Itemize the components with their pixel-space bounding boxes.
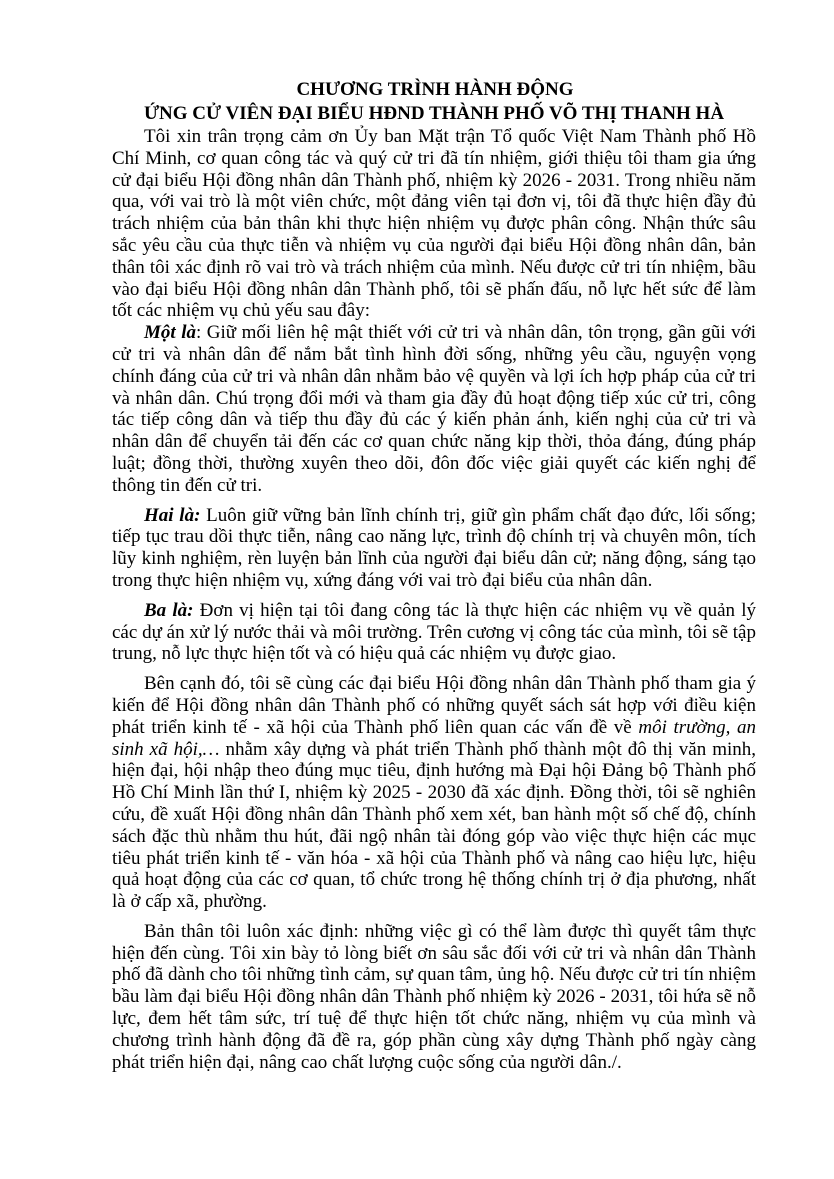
closing-paragraph: Bản thân tôi luôn xác định: những việc gì có thể làm được thì quyết tâm thực hiện đến cùng. Tôi xin bày tỏ lòng biết ơn sâu sắc đối với cử tri và nhân dân Thành phố đã dành cho tôi những tình cảm, sự quan tâm, ủng hộ. Nếu được cử tri tín nhiệm bầu làm đại biểu Hội đồng nhân dân Thành phố nhiệm kỳ 2026 - 2031, tôi hứa sẽ nỗ lực, đem hết tâm sức, trí tuệ để thực hiện tốt chức năng, nhiệm vụ của mình và chương trình hành động đã đề ra, góp phần cùng xây dựng Thành phố ngày càng phát triển hiện đại, nâng cao chất lượng cuộc sống của người dân./. — [112, 920, 756, 1073]
policy-text-start: Bên cạnh đó, tôi sẽ cùng các đại biểu Hội đồng nhân dân Thành phố tham gia ý kiến để Hội đồng nhân dân Thành phố có những quyết sách sát hợp với điều kiện phát triển kinh tế - xã hội của Thành phố liên quan các vấn đề về — [112, 673, 756, 738]
item-one-text: : Giữ mối liên hệ mật thiết với cử tri và nhân dân, tôn trọng, gần gũi với cử tri và nhân dân để nắm bắt tình hình đời sống, những yêu cầu, nguyện vọng chính đáng của cử tri và nhân dân nhằm bảo vệ quyền và lợi ích hợp pháp của cử tri và nhân dân. Chú trọng đổi mới và tham gia đầy đủ hoạt động tiếp xúc cử tri, công tác tiếp công dân và tiếp thu đầy đủ các ý kiến phản ánh, kiến nghị của cử tri và nhân dân để chuyển tải đến các cơ quan chức năng kịp thời, thỏa đáng, đúng pháp luật; đồng thời, thường xuyên theo dõi, đôn đốc việc giải quyết các kiến nghị để thông tin đến cử tri. — [112, 322, 756, 496]
item-three-text: Đơn vị hiện tại tôi đang công tác là thực hiện các nhiệm vụ về quản lý các dự án xử lý nước thải và môi trường. Trên cương vị công tác của mình, tôi sẽ tập trung, nỗ lực thực hiện tốt và có hiệu quả các nhiệm vụ được giao. — [112, 599, 757, 665]
document-title-line-1: CHƯƠNG TRÌNH HÀNH ĐỘNG — [296, 79, 574, 100]
item-two-lead: Hai là: — [144, 504, 201, 526]
policy-paragraph — [112, 673, 756, 913]
policy-text-end: nhằm xây dựng và phát triển Thành phố thành một đô thị văn minh, hiện đại, hội nhập theo đúng mục tiêu, định hướng mà Đại hội Đảng bộ Thành phố Hồ Chí Minh lần thứ I, nhiệm kỳ 2025 - 2030 đã xác định. Đồng thời, tôi sẽ nghiên cứu, đề xuất Hội đồng nhân dân Thành phố xem xét, ban hành một số chế độ, chính sách đặc thù nhằm thu hút, đãi ngộ nhân tài đóng góp vào việc thực hiện các mục tiêu phát triển kinh tế - văn hóa - xã hội của Thành phố và nâng cao hiệu lực, hiệu quả hoạt động của các cơ quan, tổ chức trong hệ thống chính trị ở địa phương, nhất là ở cấp xã, phường. — [112, 738, 757, 913]
item-one-paragraph — [112, 322, 756, 496]
item-one-lead: Một là — [144, 322, 196, 344]
document-title-line-2: ỨNG CỬ VIÊN ĐẠI BIỂU HĐND THÀNH PHỐ VÕ THỊ THANH HÀ — [143, 103, 725, 124]
item-three-lead: Ba là: — [144, 599, 194, 621]
item-two-text: Luôn giữ vững bản lĩnh chính trị, giữ gìn phẩm chất đạo đức, lối sống; tiếp tục trau dồi thực tiễn, nâng cao năng lực, trình độ chính trị và chuyên môn, tích lũy kinh nghiệm, rèn luyện bản lĩnh của người đại biểu dân cử; năng động, sáng tạo trong thực hiện nhiệm vụ, xứng đáng với vai trò đại biểu của nhân dân. — [112, 504, 756, 591]
item-two-paragraph — [112, 505, 756, 592]
item-three-paragraph — [112, 600, 756, 665]
intro-paragraph: Tôi xin trân trọng cảm ơn Ủy ban Mặt trận Tổ quốc Việt Nam Thành phố Hồ Chí Minh, cơ quan công tác và quý cử tri đã tín nhiệm, giới thiệu tôi tham gia ứng cử đại biểu Hội đồng nhân dân Thành phố, nhiệm kỳ 2026 - 2031. Trong nhiều năm qua, với vai trò là một viên chức, một đảng viên tại đơn vị, tôi đã thực hiện đầy đủ trách nhiệm của bản thân khi thực hiện nhiệm vụ được phân công. Nhận thức sâu sắc yêu cầu của thực tiễn và nhiệm vụ của người đại biểu Hội đồng nhân dân, bản thân tôi xác định rõ vai trò và trách nhiệm của mình. Nếu được cử tri tín nhiệm, bầu vào đại biểu Hội đồng nhân dân Thành phố, tôi sẽ phấn đấu, nỗ lực hết sức để làm tốt các nhiệm vụ chủ yếu sau đây: — [112, 126, 756, 322]
policy-text-italic: môi trường, an sinh xã hội,… — [112, 716, 756, 760]
